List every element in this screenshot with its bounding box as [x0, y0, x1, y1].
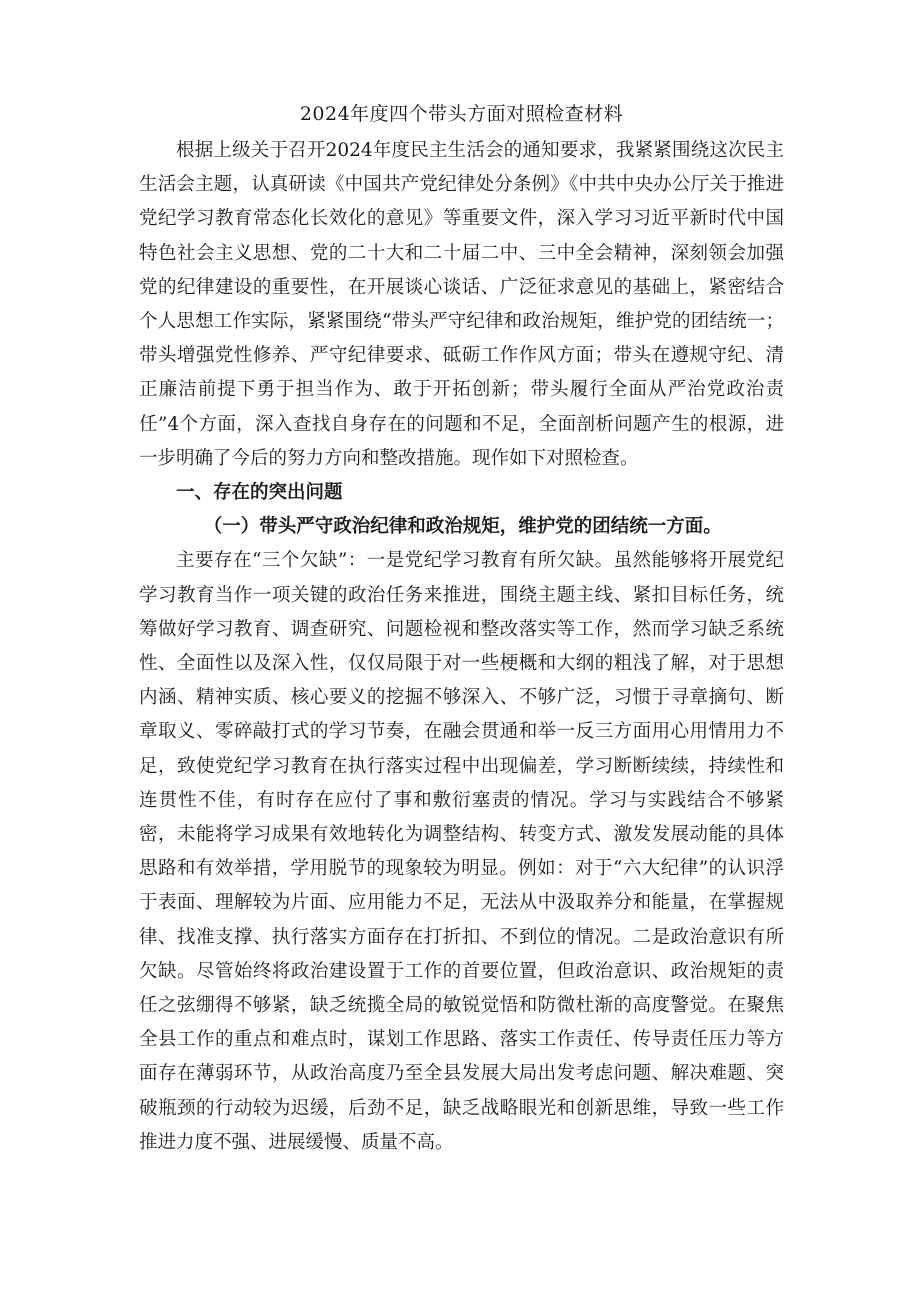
body-paragraph: 主要存在“三个欠缺”：一是党纪学习教育有所欠缺。虽然能够将开展党纪学习教育当作一项关键的政治任务来推进，围绕主题主线、紧扣目标任务，统筹做好学习教育、调查研究、问题检视和整改落实等工作，然而学习缺乏系统性、全面性以及深入性，仅仅局限于对一些梗概和大纲的粗浅了解，对于思想内涵、精神实质、核心要义的挖掘不够深入、不够广泛，习惯于寻章摘句、断章取义、零碎敲打式的学习节奏，在融会贯通和举一反三方面用心用情用力不足，致使党纪学习教育在执行落实过程中出现偏差，学习断断续续，持续性和连贯性不佳，有时存在应付了事和敷衍塞责的情况。学习与实践结合不够紧密，未能将学习成果有效地转化为调整结构、转变方式、激发发展动能的具体思路和有效举措，学用脱节的现象较为明显。例如：对于“六大纪律”的认识浮于表面、理解较为片面、应用能力不足，无法从中汲取养分和能量，在掌握规律、找准支撑、执行落实方面存在打折扣、不到位的情况。二是政治意识有所欠缺。尽管始终将政治建设置于工作的首要位置，但政治意识、政治规矩的责任之弦绷得不够紧，缺乏统揽全局的敏锐觉悟和防微杜渐的高度警觉。在聚焦全县工作的重点和难点时，谋划工作思路、落实工作责任、传导责任压力等方面存在薄弱环节，从政治高度乃至全县发展大局出发考虑问题、解决难题、突破瓶颈的行动较为迟缓，后劲不足，缺乏战略眼光和创新思维，导致一些工作推进力度不强、进展缓慢、质量不高。: [139, 550, 784, 1153]
document-title: 2024年度四个带头方面对照检查材料: [299, 103, 624, 125]
document-page: [139, 96, 784, 1160]
subsection-heading: （一）带头严守政治纪律和政治规矩，维护党的团结统一方面。: [203, 516, 722, 538]
intro-paragraph: 根据上级关于召开2024年度民主生活会的通知要求，我紧紧围绕这次民主生活会主题，认真研读《中国共产党纪律处分条例》《中共中央办公厅关于推进党纪学习教育常态化长效化的意见》等重要文件，深入学习习近平新时代中国特色社会主义思想、党的二十大和二十届二中、三中全会精神，深刻领会加强党的纪律建设的重要性，在开展谈心谈话、广泛征求意见的基础上，紧密结合个人思想工作实际，紧紧围绕“带头严守纪律和政治规矩，维护党的团结统一；带头增强党性修养、严守纪律要求、砥砺工作作风方面；带头在遵规守纪、清正廉洁前提下勇于担当作为、敢于开拓创新；带头履行全面从严治党政治责任”4个方面，深入查找自身存在的问题和不足，全面剖析问题产生的根源，进一步明确了今后的努力方向和整改措施。现作如下对照检查。: [139, 140, 784, 469]
section-heading: 一、存在的突出问题: [176, 482, 343, 504]
